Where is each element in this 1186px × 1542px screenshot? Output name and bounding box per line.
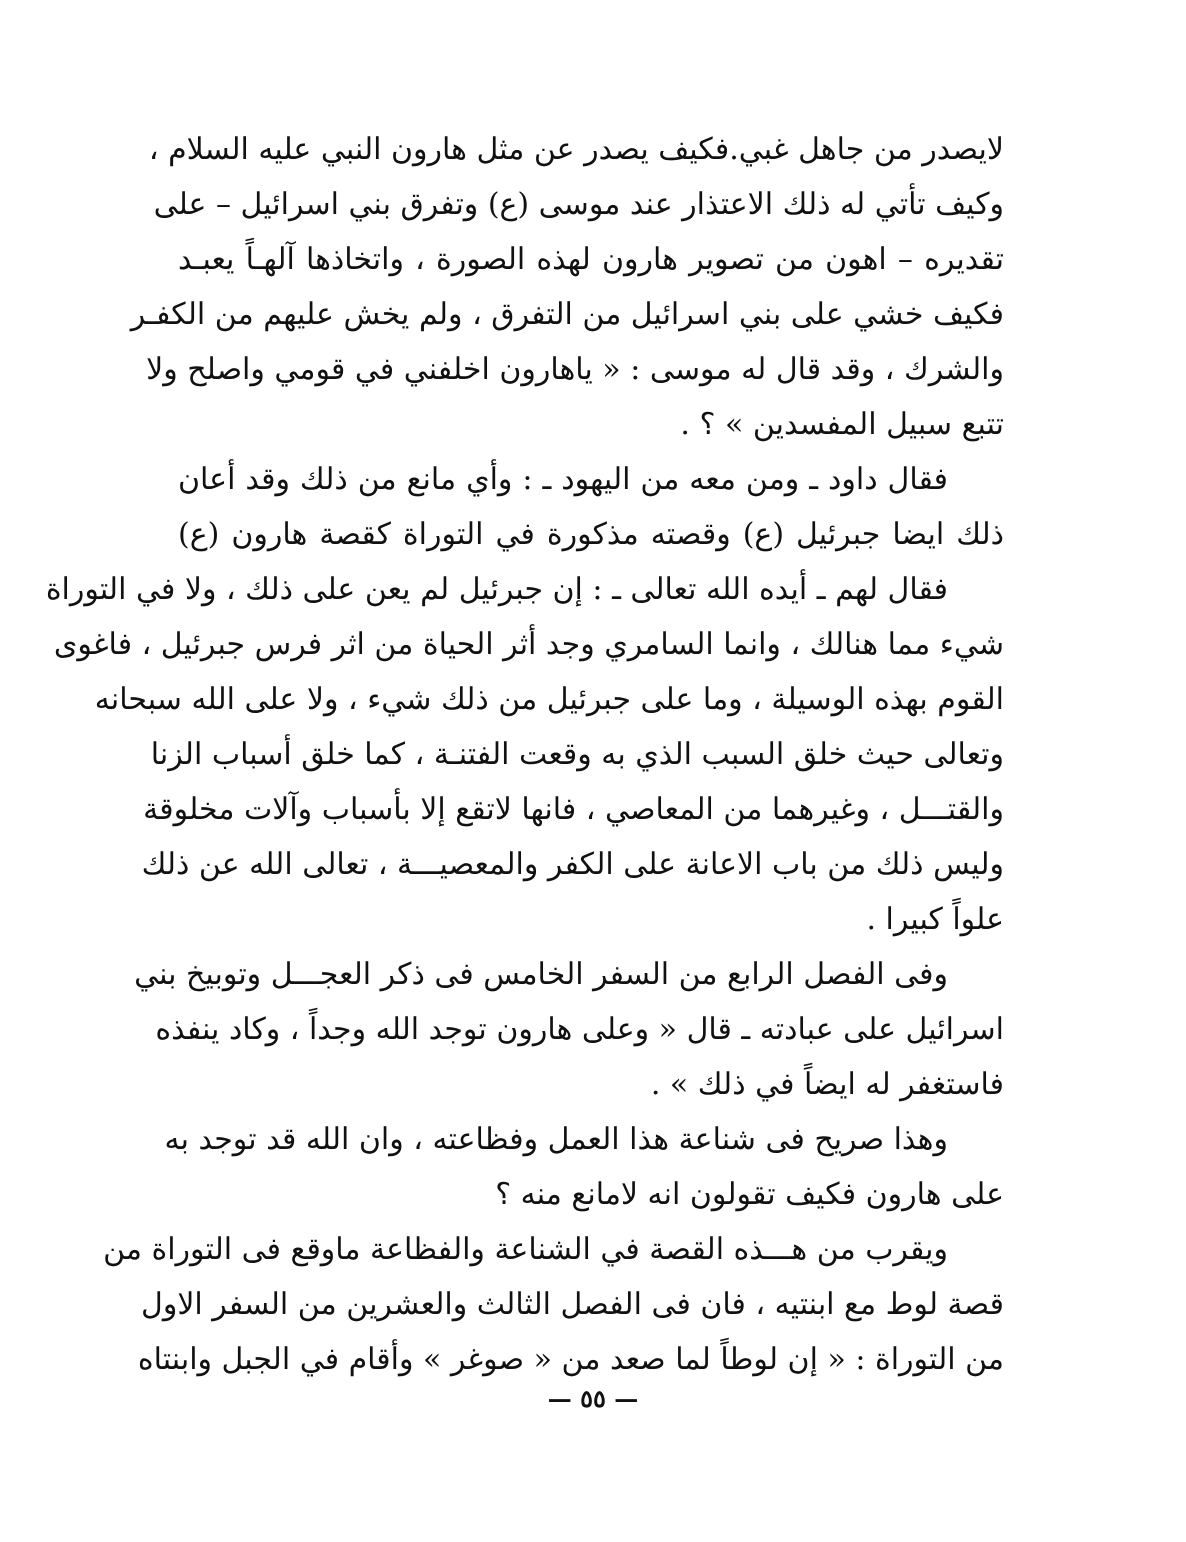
text-line: من التوراة : « إن لوطاً لما صعد من « صوغر » وأقام في الجبل وابنتاه <box>137 1342 1004 1377</box>
text-line: تقديره – اهون من تصوير هارون لهذه الصورة ، واتخاذها آلهـاً يعبـد <box>178 242 1004 277</box>
text-line: قصة لوط مع ابنتيه ، فان فى الفصل الثالث والعشرين من السفر الاول <box>141 1287 1004 1322</box>
text-line: فقال لهم ـ أيده الله تعالى ـ : إن جبرئيل لم يعن على ذلك ، ولا في التوراة <box>45 572 948 607</box>
text-line: وفى الفصل الرابع من السفر الخامس فى ذكر العجـــل وتوبيخ بني <box>134 957 948 992</box>
text-line: فقال داود ـ ومن معه من اليهود ـ : وأي مانع من ذلك وقد أعان <box>178 462 949 497</box>
text-line: وليس ذلك من باب الاعانة على الكفر والمعصيـــة ، تعالى الله عن ذلك <box>141 847 1004 882</box>
text-line: على هارون فكيف تقولون انه لامانع منه ؟ <box>495 1177 1004 1212</box>
text-line: وكيف تأتي له ذلك الاعتذار عند موسى (ع) وتفرق بني اسرائيل – على <box>153 187 1004 222</box>
body-text <box>45 122 1004 1387</box>
text-line: علواً كبيرا . <box>866 902 1004 937</box>
text-line: شيء مما هنالك ، وانما السامري وجد أثر الحياة من اثر فرس جبرئيل ، فاغوى <box>53 627 1004 662</box>
text-line: وهذا صريح فى شناعة هذا العمل وفظاعته ، وان الله قد توجد به <box>164 1122 948 1157</box>
page-number: — ٥٥ — <box>547 1384 639 1413</box>
text-line: القوم بهذه الوسيلة ، وما على جبرئيل من ذلك شيء ، ولا على الله سبحانه <box>94 682 1004 717</box>
text-line: لايصدر من جاهل غبي.فكيف يصدر عن مثل هارون النبي عليه السلام ، <box>148 132 1004 167</box>
text-line: والشرك ، وقد قال له موسى : « ياهارون اخلفني في قومي واصلح ولا <box>146 352 1004 387</box>
text-line: فاستغفر له ايضاً في ذلك » . <box>650 1067 1004 1102</box>
text-line: فكيف خشي على بني اسرائيل من التفرق ، ولم يخش عليهم من الكفـر <box>130 297 1004 332</box>
text-line: وتعالى حيث خلق السبب الذي به وقعت الفتنـة ، كما خلق أسباب الزنا <box>150 737 1004 772</box>
text-line: والقتـــل ، وغيرهما من المعاصي ، فانها لاتقع إلا بأسباب وآلات مخلوقة <box>143 792 1004 827</box>
text-line: تتبع سبيل المفسدين » ؟ . <box>680 407 1004 442</box>
text-line: اسرائيل على عبادته ـ قال « وعلى هارون توجد الله وجداً ، وكاد ينفذه <box>155 1012 1004 1047</box>
text-line: ذلك ايضا جبرئيل (ع) وقصته مذكورة في التوراة كقصة هارون (ع) <box>178 517 1004 552</box>
text-line: ويقرب من هـــذه القصة في الشناعة والفظاعة ماوقع فى التوراة من <box>103 1232 948 1267</box>
